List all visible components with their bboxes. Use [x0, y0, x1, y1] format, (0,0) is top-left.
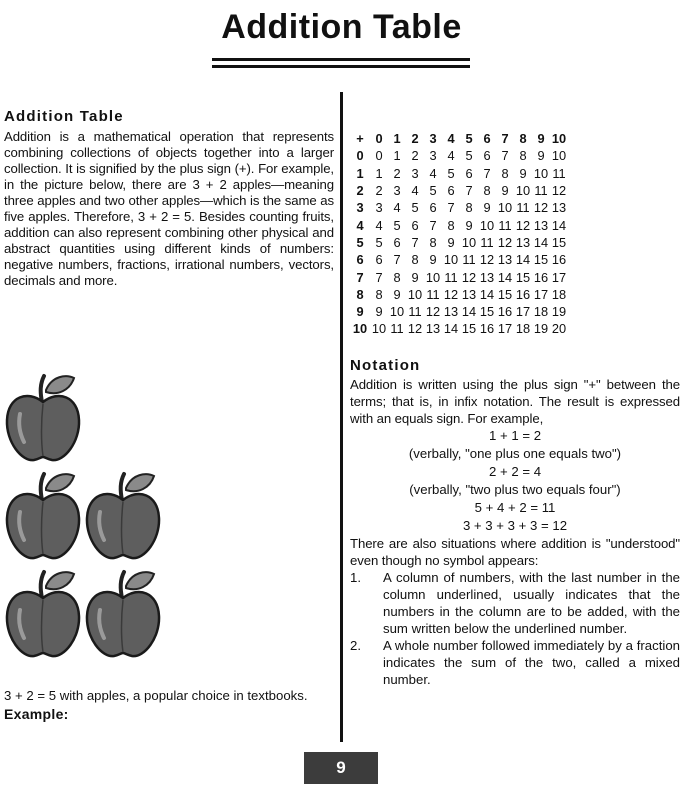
table-cell: 3 — [393, 183, 401, 199]
table-cell: 11 — [480, 234, 494, 250]
table-cell: 8 — [447, 217, 455, 233]
table-cell: 10 — [515, 183, 531, 199]
table-row — [350, 268, 568, 285]
table-row — [350, 165, 568, 182]
table-cell: 16 — [479, 321, 495, 337]
table-row — [350, 303, 568, 320]
table-cell: 15 — [551, 234, 567, 250]
table-cell: 9 — [501, 183, 509, 199]
table-row-header: 0 — [356, 148, 364, 164]
table-cell: 8 — [429, 234, 437, 250]
table-cell: 10 — [389, 304, 405, 320]
table-cell: 12 — [551, 183, 567, 199]
table-cell: 1 — [375, 165, 383, 181]
table-cell: 10 — [407, 286, 423, 302]
table-corner: + — [356, 131, 364, 147]
table-cell: 17 — [551, 269, 567, 285]
notation-example: 1 + 1 = 2 — [488, 428, 542, 443]
table-cell: 16 — [533, 269, 549, 285]
table-cell: 5 — [375, 234, 383, 250]
table-column-header: 8 — [519, 131, 527, 147]
table-row-header: 8 — [356, 286, 364, 302]
table-cell: 17 — [515, 304, 531, 320]
table-cell: 13 — [425, 321, 441, 337]
table-cell: 8 — [393, 269, 401, 285]
list-item-number: 2. — [350, 638, 361, 653]
intro-paragraph: Addition is a mathematical operation that represents combining collections of objects together into a larger collection. It is signified by the plus sign (+). For example, in the picture below, there are 3 + 2 apples—meaning three apples and two other apples—which is the same as five apples. Therefore, 3 + 2 = 5. Besides counting fruits, addition can also represent combining other physical and abstract quantities using different kinds of numbers: negative numbers, fractions, irrational numbers, vectors, decimals and more. — [4, 129, 334, 288]
apple-icon — [4, 470, 82, 562]
table-cell: 15 — [479, 304, 495, 320]
apple-icon — [84, 568, 162, 660]
table-cell: 8 — [465, 200, 473, 216]
table-cell: 13 — [479, 269, 495, 285]
table-cell: 8 — [411, 252, 419, 268]
table-cell: 15 — [461, 321, 477, 337]
table-cell: 6 — [483, 148, 491, 164]
table-row-header: 2 — [356, 183, 364, 199]
table-cell: 2 — [393, 165, 401, 181]
table-cell: 16 — [551, 252, 567, 268]
table-cell: 6 — [393, 234, 401, 250]
table-cell: 10 — [443, 252, 459, 268]
table-cell: 7 — [429, 217, 437, 233]
table-cell: 10 — [425, 269, 441, 285]
table-cell: 11 — [552, 165, 566, 181]
notation-intro: Addition is written using the plus sign "+" between the terms; that is, in infix notation. The result is expressed with an equals sign. For example, — [350, 377, 680, 426]
table-cell: 12 — [407, 321, 423, 337]
table-cell: 8 — [483, 183, 491, 199]
table-cell: 18 — [551, 286, 567, 302]
table-cell: 12 — [461, 269, 477, 285]
table-column-header: 7 — [501, 131, 509, 147]
table-column-header: 4 — [447, 131, 455, 147]
notation-example: (verbally, "one plus one equals two") — [408, 446, 622, 461]
table-cell: 14 — [443, 321, 459, 337]
left-column — [4, 108, 334, 289]
apple-icon — [4, 568, 82, 660]
table-cell: 10 — [479, 217, 495, 233]
table-cell: 10 — [533, 165, 549, 181]
table-cell: 9 — [375, 304, 383, 320]
table-column-header: 9 — [537, 131, 545, 147]
table-cell: 4 — [393, 200, 401, 216]
table-row — [350, 147, 568, 164]
table-cell: 13 — [443, 304, 459, 320]
apples-illustration — [4, 372, 179, 667]
table-row — [350, 216, 568, 233]
table-cell: 12 — [479, 252, 495, 268]
table-cell: 11 — [444, 269, 458, 285]
table-cell: 15 — [533, 252, 549, 268]
table-cell: 7 — [465, 183, 473, 199]
notation-example: (verbally, "two plus two equals four") — [409, 482, 621, 497]
table-column-header: 10 — [551, 131, 567, 147]
table-cell: 5 — [465, 148, 473, 164]
table-row — [350, 320, 568, 337]
table-row — [350, 251, 568, 268]
table-cell: 3 — [411, 165, 419, 181]
table-cell: 16 — [497, 304, 513, 320]
table-cell: 7 — [483, 165, 491, 181]
table-column-header: 3 — [429, 131, 437, 147]
table-column-header: 5 — [465, 131, 473, 147]
notation-example: 2 + 2 = 4 — [488, 464, 542, 479]
addition-table — [350, 130, 568, 338]
table-cell: 8 — [501, 165, 509, 181]
table-column-header: 0 — [375, 131, 383, 147]
table-cell: 6 — [465, 165, 473, 181]
notation-outro: There are also situations where addition is "understood" even though no symbol appears: — [350, 536, 680, 568]
table-cell: 17 — [497, 321, 513, 337]
table-cell: 5 — [411, 200, 419, 216]
table-cell: 9 — [393, 286, 401, 302]
table-cell: 12 — [497, 234, 513, 250]
list-item — [350, 637, 680, 688]
table-cell: 3 — [429, 148, 437, 164]
table-cell: 14 — [533, 234, 549, 250]
table-cell: 6 — [411, 217, 419, 233]
notation-section — [350, 357, 680, 688]
table-cell: 10 — [551, 148, 567, 164]
table-cell: 18 — [533, 304, 549, 320]
table-cell: 12 — [425, 304, 441, 320]
table-cell: 11 — [498, 217, 512, 233]
table-cell: 2 — [375, 183, 383, 199]
table-cell: 7 — [375, 269, 383, 285]
table-cell: 11 — [426, 286, 440, 302]
table-cell: 14 — [515, 252, 531, 268]
notation-example: 3 + 3 + 3 + 3 = 12 — [462, 518, 568, 533]
table-cell: 9 — [537, 148, 545, 164]
table-cell: 4 — [411, 183, 419, 199]
table-cell: 8 — [519, 148, 527, 164]
table-cell: 18 — [515, 321, 531, 337]
table-cell: 4 — [375, 217, 383, 233]
table-cell: 1 — [393, 148, 401, 164]
table-cell: 9 — [483, 200, 491, 216]
table-row-header: 3 — [356, 200, 364, 216]
table-cell: 4 — [429, 165, 437, 181]
table-cell: 17 — [533, 286, 549, 302]
table-cell: 11 — [462, 252, 476, 268]
table-cell: 9 — [519, 165, 527, 181]
table-cell: 14 — [497, 269, 513, 285]
table-cell: 2 — [411, 148, 419, 164]
table-cell: 10 — [371, 321, 387, 337]
table-cell: 13 — [515, 234, 531, 250]
table-cell: 9 — [411, 269, 419, 285]
title-rule-upper — [212, 58, 470, 61]
apple-icon — [4, 372, 82, 464]
table-cell: 6 — [375, 252, 383, 268]
table-cell: 13 — [551, 200, 567, 216]
table-cell: 14 — [461, 304, 477, 320]
notation-list — [350, 569, 680, 688]
table-row-header: 6 — [356, 252, 364, 268]
table-row — [350, 199, 568, 216]
section-heading-addition-table: Addition Table — [4, 108, 124, 125]
apples-caption: 3 + 2 = 5 with apples, a popular choice in textbooks. — [4, 688, 308, 703]
table-row-header: 10 — [352, 321, 368, 337]
table-cell: 11 — [408, 304, 422, 320]
table-cell: 6 — [429, 200, 437, 216]
table-header-row — [350, 130, 568, 147]
list-item-text: A whole number followed immediately by a fraction indicates the sum of the two, called a mixed number. — [383, 638, 680, 687]
table-cell: 12 — [443, 286, 459, 302]
table-cell: 4 — [447, 148, 455, 164]
table-cell: 9 — [447, 234, 455, 250]
table-cell: 5 — [447, 165, 455, 181]
table-column-header: 2 — [411, 131, 419, 147]
table-cell: 7 — [411, 234, 419, 250]
table-cell: 10 — [497, 200, 513, 216]
table-cell: 11 — [534, 183, 548, 199]
table-row — [350, 286, 568, 303]
list-item — [350, 569, 680, 637]
section-heading-notation: Notation — [350, 357, 421, 374]
table-row — [350, 182, 568, 199]
table-row-header: 4 — [356, 217, 364, 233]
table-cell: 13 — [461, 286, 477, 302]
table-cell: 9 — [465, 217, 473, 233]
table-cell: 14 — [551, 217, 567, 233]
table-cell: 15 — [515, 269, 531, 285]
table-cell: 6 — [447, 183, 455, 199]
table-row-header: 5 — [356, 234, 364, 250]
table-cell: 13 — [533, 217, 549, 233]
table-row-header: 7 — [356, 269, 364, 285]
table-cell: 14 — [479, 286, 495, 302]
table-cell: 19 — [533, 321, 549, 337]
table-cell: 20 — [551, 321, 567, 337]
table-cell: 12 — [533, 200, 549, 216]
table-cell: 7 — [501, 148, 509, 164]
column-divider — [340, 92, 343, 742]
table-cell: 3 — [375, 200, 383, 216]
table-cell: 0 — [375, 148, 383, 164]
table-cell: 5 — [393, 217, 401, 233]
table-cell: 11 — [390, 321, 404, 337]
table-cell: 15 — [497, 286, 513, 302]
table-cell: 19 — [551, 304, 567, 320]
apple-icon — [84, 470, 162, 562]
table-cell: 5 — [429, 183, 437, 199]
table-cell: 10 — [461, 234, 477, 250]
table-cell: 13 — [497, 252, 513, 268]
table-cell: 9 — [429, 252, 437, 268]
table-cell: 11 — [516, 200, 530, 216]
table-cell: 12 — [515, 217, 531, 233]
table-row-header: 9 — [356, 304, 364, 320]
page-title: Addition Table — [221, 8, 462, 46]
table-row — [350, 234, 568, 251]
list-item-number: 1. — [350, 570, 361, 585]
table-column-header: 6 — [483, 131, 491, 147]
table-cell: 16 — [515, 286, 531, 302]
table-row-header: 1 — [356, 165, 364, 181]
right-column — [350, 130, 683, 338]
table-cell: 7 — [447, 200, 455, 216]
list-item-text: A column of numbers, with the last number in the column underlined, usually indicates that the numbers in the column are to be added, with the sum written below the underlined number. — [383, 570, 680, 636]
table-cell: 7 — [393, 252, 401, 268]
example-label: Example: — [4, 706, 69, 722]
table-column-header: 1 — [393, 131, 401, 147]
title-rule-lower — [212, 65, 470, 68]
notation-example: 5 + 4 + 2 = 11 — [474, 500, 556, 515]
page-number: 9 — [304, 752, 378, 784]
table-cell: 8 — [375, 286, 383, 302]
